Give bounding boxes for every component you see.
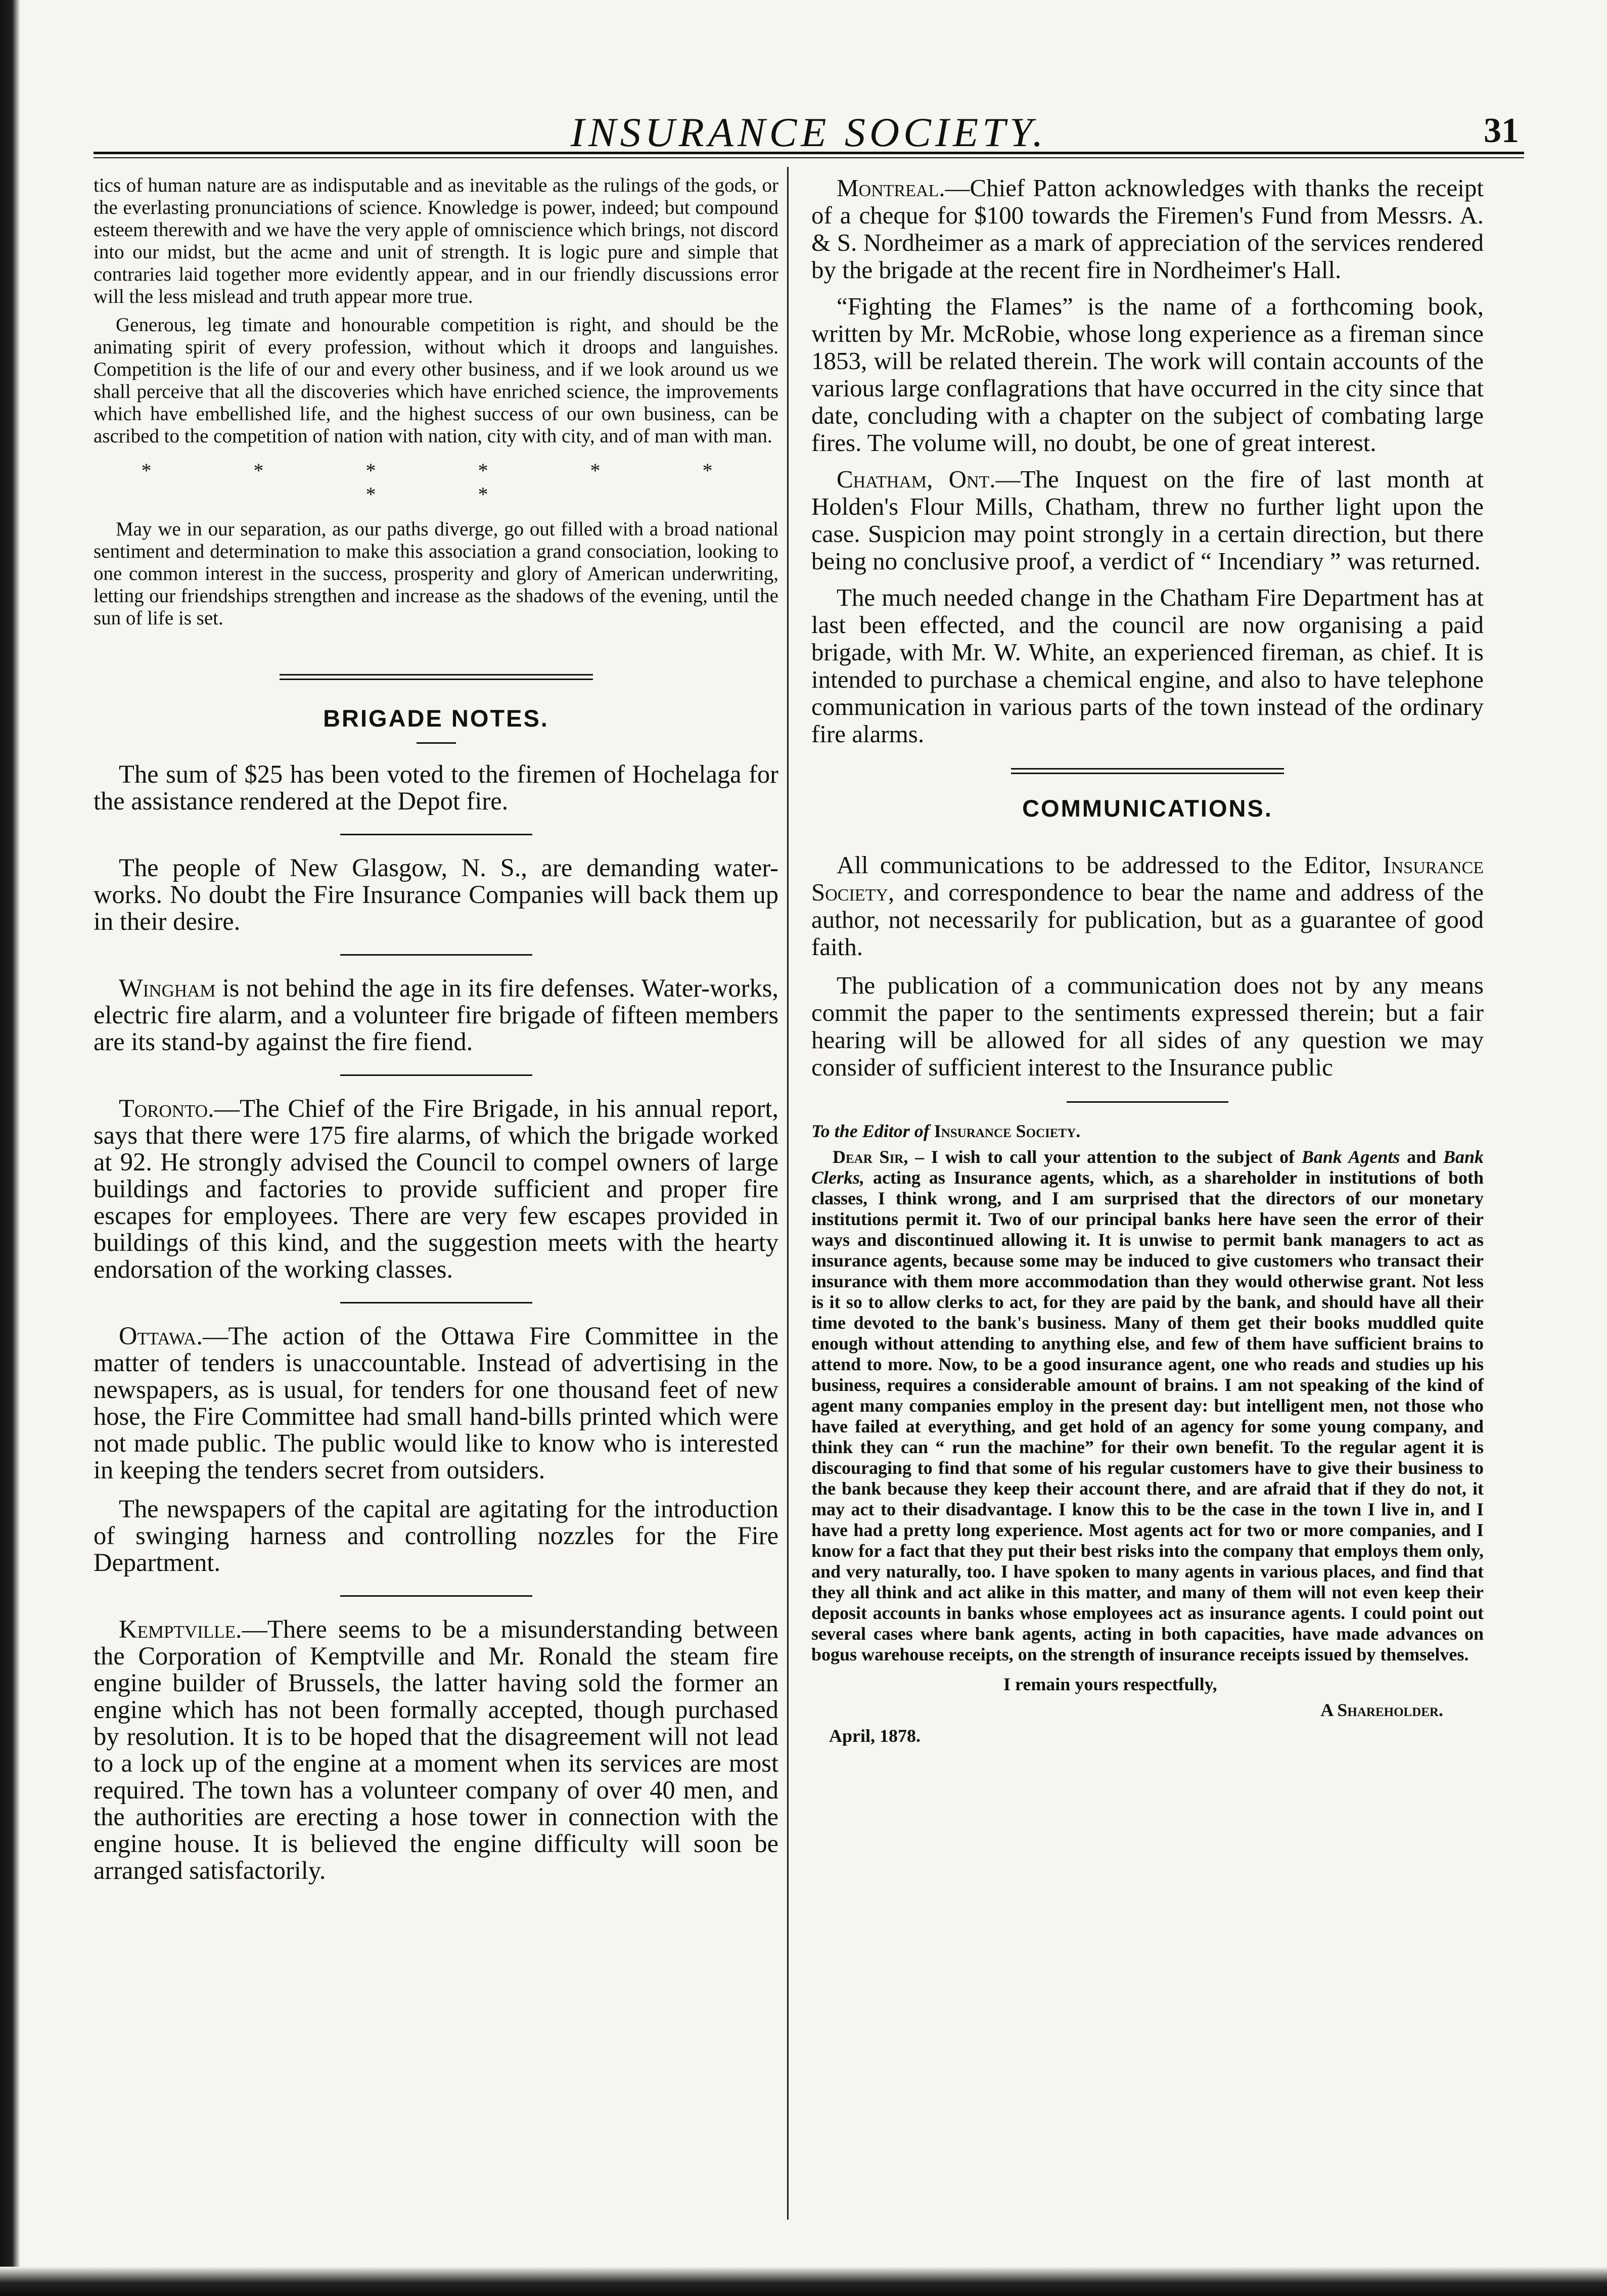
essay-paragraph: tics of human nature are as indisputable and as inevitable as the rulings of the gods, or the everlasting pronunciations of science. Knowledge is power, indeed; but compound esteem therewith and we have the very apple of omniscience which brings, not discord into our midst, but the acme and unit of strength. It is logic pure and simple that contraries laid together more evidently appear, and in our friendly discussions error will the less mislead and truth appear more true. [94, 174, 778, 307]
section-double-rule [1011, 768, 1284, 774]
essay-paragraph: Generous, leg timate and honourable competition is right, and should be the animating spirit of every profession, without which it droops and languishes. Competition is the life of our and every other business, and if we look around us we shall perceive that all the discoveries which have enriched science, the improvements which have embellished life, and the highest success of our own business, can be ascribed to the competition of nation with nation, city with city, and of man with man. [94, 314, 778, 447]
note-separator [340, 1074, 532, 1076]
place-name: Toronto. [119, 1094, 214, 1122]
note-separator [340, 954, 532, 956]
letter-body: Dear Sir, – I wish to call your attention to the subject of Bank Agents and Bank Clerks, acting as Insurance agents, which, as a shareholder in institutions of both classes, I think wrong, and I am surprised that the directors of our monetary institutions permit it. Two of our principal banks here have seen the error of their ways and discontinued allowing it. It is unwise to permit bank managers to act as insurance agents, because some may be induced to give customers who transact their insurance with them more accommodation than they would otherwise grant. Not less is it so to allow clerks to act, for they are paid by the bank, and should have all their time devoted to the bank's business. Many of them get their books muddled quite enough without attending to anything else, and few of them have sufficient brains to attend to more. Now, to be a good insurance agent, one who reads and studies up his business, requires a considerable amount of brains. I am not speaking of the kind of agent many companies employ in the present day: but intelligent men, not those who have failed at everything, and get hold of an agency for some young company, and think they can “ run the machine” for their own benefit. To the regular agent it is discouraging to find that some of his regular customers have to give their business to the bank because they keep their account there, and are afraid that if they do not, it may act to their disadvantage. I know this to be the case in the town I live in, and I have had a pretty long experience. Most agents act for two or more companies, and I know for a fact that they put their best risks into the company that employs them only, and very naturally, too. I have spoken to many agents in various places, and find that they all think and act alike in this matter, and many of them will not even keep their deposit accounts in banks whose employees act as insurance agents. I could point out several cases where bank agents, acting in both capacities, have made advances on bogus warehouse receipts, on the strength of insurance receipts issued by themselves. [811, 1147, 1484, 1664]
note-new-glasgow: The people of New Glasgow, N. S., are demanding water-works. No doubt the Fire Insurance Companies will back them up in their desire. [94, 853, 778, 935]
letter-date: April, 1878. [829, 1726, 921, 1746]
place-name: Chatham, Ont. [837, 465, 996, 493]
letter-address: To the Editor of Insurance Society. [811, 1121, 1081, 1141]
page-header [94, 104, 1524, 154]
page-bottom-edge [0, 2267, 1607, 2296]
place-name: Montreal. [837, 174, 945, 202]
note-hochelaga: The sum of $25 has been voted to the firemen of Hochelaga for the assistance rendered at the Depot fire. [94, 760, 778, 815]
communications-heading: COMMUNICATIONS. [1022, 795, 1273, 822]
section-double-rule [280, 674, 593, 680]
page-number: 31 [1484, 111, 1519, 150]
essay-continuation [94, 174, 778, 629]
place-name: Ottawa. [119, 1322, 203, 1350]
letter-separator [1067, 1101, 1228, 1103]
essay-paragraph: May we in our separation, as our paths diverge, go out filled with a broad national sentiment and determination to make this association a grand consociation, looking to one common interest in the success, prosperity and glory of American underwriting, letting our friendships strengthen and increase as the shadows of the evening, until the sun of life is set. [94, 518, 778, 629]
letter-salutation: Dear Sir, [833, 1147, 908, 1167]
header-rule [94, 152, 1524, 158]
right-column [811, 174, 1484, 1746]
letter-to-editor [811, 1121, 1484, 1746]
communications-paragraph: All communications to be addressed to the Editor, Insurance Society, and correspondence to bear the name and address of the author, not necessarily for publication, but as a guarantee of good faith. [811, 851, 1484, 961]
note-wingham: Wingham is not behind the age in its fire defenses. Water-works, electric fire alarm, and a volunteer fire brigade of fifteen members are its stand-by against the fire fiend. [94, 974, 778, 1056]
page-spine-shadow [0, 0, 20, 2296]
note-toronto: Toronto.—The Chief of the Fire Brigade, in his annual report, says that there were 175 fire alarms, of which the brigade worked at 92. He strongly advised the Council to compel owners of large buildings and factories to provide sufficient and proper fire escapes for employees. There are very few escapes provided in buildings of this kind, and the suggestion meets with the hearty endorsation of the working classes. [94, 1094, 778, 1283]
column-divider [787, 167, 789, 2220]
place-name: Wingham [119, 974, 216, 1002]
running-title: INSURANCE SOCIETY. [570, 109, 1047, 155]
left-column [94, 174, 778, 1884]
note-kemptville: Kemptville.—There seems to be a misunderstanding between the Corporation of Kemptville and Mr. Ronald the steam fire engine builder of Brussels, the latter having sold the former an engine which has not been formally accepted, though purchased by resolution. It is to be hoped that the disagreement will not lead to a lock up of the engine at a moment when its services are most required. The town has a volunteer company of over 40 men, and the authorities are erecting a hose tower in connection with the engine house. It is believed the engine difficulty will soon be arranged satisfactorily. [94, 1615, 778, 1884]
right-brigade-notes [811, 174, 1484, 748]
brigade-notes-heading: BRIGADE NOTES. [323, 705, 549, 732]
section-stars: * * * * * * * * [141, 459, 761, 506]
letter-signature: A Shareholder. [1320, 1700, 1443, 1720]
brigade-notes [94, 761, 778, 1884]
note-separator [340, 1595, 532, 1597]
letter-closing: I remain yours respectfully, [1003, 1674, 1217, 1694]
note-fighting-flames: “Fighting the Flames” is the name of a forthcoming book, written by Mr. McRobie, whose long experience as a fireman since 1853, will be related therein. The work will contain accounts of the various large conflagrations that have occurred in the city since that date, concluding with a chapter on the subject of combating large fires. The volume will, no doubt, be one of great interest. [811, 292, 1484, 457]
note-ottawa: Ottawa.—The action of the Ottawa Fire Committee in the matter of tenders is unaccountable. Instead of advertising in the newspapers, as is usual, for tenders for one thousand feet of new hose, the Fire Committee had small hand-bills printed which were not made public. The public would like to know who is interested in keeping the tenders secret from outsiders. [94, 1322, 778, 1484]
communications-notice [811, 851, 1484, 1081]
heading-underline [417, 742, 456, 744]
place-name: Kemptville. [119, 1615, 242, 1643]
note-ottawa-continued: The newspapers of the capital are agitating for the introduction of swinging harness and controlling nozzles for the Fire Department. [94, 1495, 778, 1577]
note-separator [340, 1302, 532, 1303]
note-separator [340, 834, 532, 835]
note-chatham-continued: The much needed change in the Chatham Fire Department has at last been effected, and the council are now organising a paid brigade, with Mr. W. White, an experienced fireman, as chief. It is intended to purchase a chemical engine, and also to have telephone communication in various parts of the town instead of the ordinary fire alarms. [811, 583, 1484, 748]
note-montreal: Montreal.—Chief Patton acknowledges with thanks the receipt of a cheque for $100 towards the Firemen's Fund from Messrs. A. & S. Nordheimer as a mark of appreciation of the services rendered by the brigade at the recent fire in Nordheimer's Hall. [811, 174, 1484, 284]
communications-paragraph: The publication of a communication does not by any means commit the paper to the sentiments expressed therein; but a fair hearing will be allowed for all sides of any question we may consider of sufficient interest to the Insurance public [811, 971, 1484, 1081]
note-chatham: Chatham, Ont.—The Inquest on the fire of last month at Holden's Flour Mills, Chatham, threw no further light upon the case. Suspicion may point strongly in a certain direction, but there being no conclusive proof, a verdict of “ Incendiary ” was returned. [811, 465, 1484, 575]
